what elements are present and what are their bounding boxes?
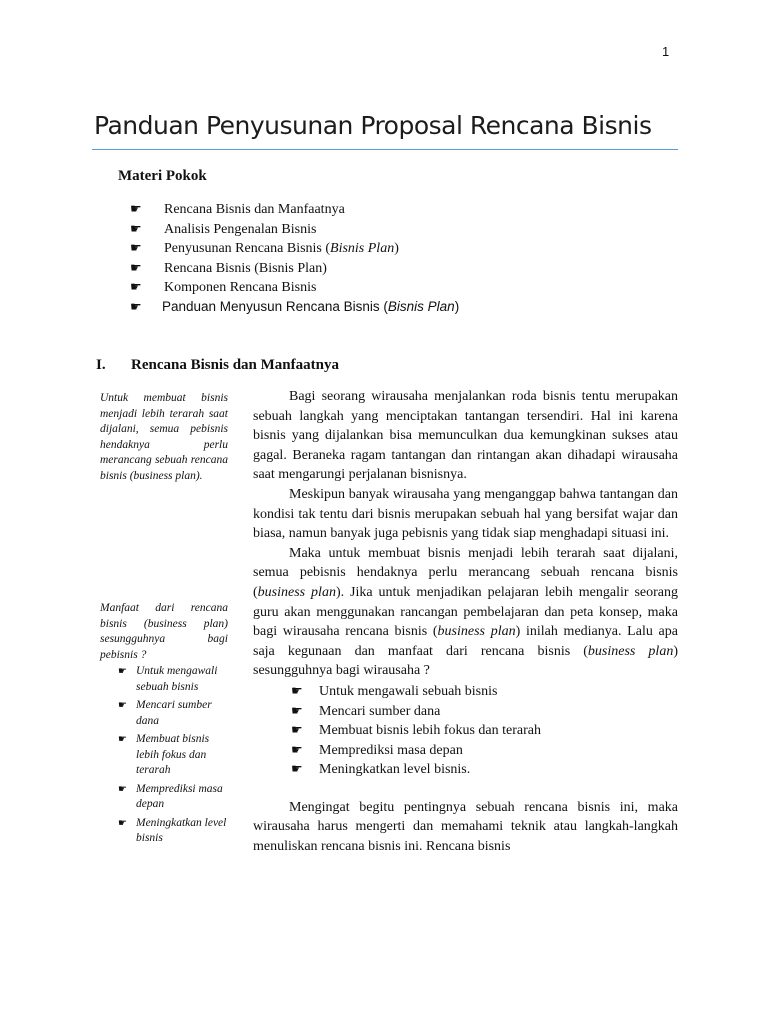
hand-pointing-right-icon: ☛: [118, 700, 127, 711]
topic-item: ☛ Rencana Bisnis (Bisnis Plan): [130, 259, 327, 276]
topic-item: ☛ Analisis Pengenalan Bisnis: [130, 220, 317, 237]
hand-pointing-right-icon: ☛: [118, 666, 127, 677]
hand-pointing-right-icon: ☛: [291, 682, 303, 698]
benefit-item: ☛ Membuat bisnis lebih fokus dan terarah: [291, 722, 542, 739]
sidenote-item: ☛ Mencari sumber dana: [118, 699, 212, 727]
hand-pointing-right-icon: ☛: [130, 220, 142, 236]
sidenote-item: ☛ Meningkatkan level bisnis: [118, 816, 227, 844]
topic-list: [130, 199, 459, 317]
materi-pokok-heading: Materi Pokok: [118, 168, 207, 184]
hand-pointing-right-icon: ☛: [130, 279, 142, 295]
paragraph: Meskipun banyak wirausaha yang menganggap bahwa tantangan dan kondisi tak tentu dari bisnis merupakan sebuah hal yang bersifat wajar dan biasa, namun banyak juga pebisnis yang tidak siap menghadapi situasi ini.: [253, 486, 678, 542]
topic-item: ☛ Rencana Bisnis dan Manfaatnya: [130, 201, 345, 217]
title-underline: [92, 149, 678, 150]
hand-pointing-right-icon: ☛: [118, 783, 127, 795]
benefits-list: [253, 681, 678, 779]
hand-pointing-right-icon: ☛: [118, 734, 127, 745]
section-title: Rencana Bisnis dan Manfaatnya: [131, 357, 339, 373]
sidenote-item: ☛ Untuk mengawali sebuah bisnis: [118, 665, 218, 693]
sidenote-question: Manfaat dari rencana bisnis (business plan) sesungguhnya bagi pebisnis ?: [100, 602, 228, 661]
hand-pointing-right-icon: ☛: [130, 259, 142, 275]
hand-pointing-right-icon: ☛: [130, 298, 142, 314]
sidenote-benefits: [100, 601, 228, 850]
paragraph: Bagi seorang wirausaha menjalankan roda bisnis tentu merupakan sebuah langkah yang menciptakan tantangan tersendiri. Hal ini karena bisnis yang dijalankan bisa memunculkan dua kemungkinan sukses atau gagal. Beraneka ragam tantangan dan rintangan akan dihadapi wirausaha saat mengarungi perjalanan bisnisnya.: [253, 389, 678, 483]
section-heading: [96, 357, 339, 374]
body-text: [253, 387, 678, 857]
page-title: Panduan Penyusunan Proposal Rencana Bisnis: [94, 111, 652, 140]
hand-pointing-right-icon: ☛: [118, 817, 127, 829]
sidenote-item: ☛ Memprediksi masa depan: [118, 782, 223, 810]
hand-pointing-right-icon: ☛: [130, 201, 142, 216]
page-number: 1: [662, 44, 670, 59]
benefit-item: ☛ Mencari sumber dana: [291, 702, 441, 719]
hand-pointing-right-icon: ☛: [291, 702, 303, 718]
hand-pointing-right-icon: ☛: [291, 722, 303, 738]
topic-item: ☛ Penyusunan Rencana Bisnis (Bisnis Plan): [130, 240, 399, 257]
sidenote-item: ☛ Membuat bisnis lebih fokus dan terarah: [118, 733, 210, 776]
section-number: I.: [96, 357, 106, 373]
benefit-item: ☛ Memprediksi masa depan: [291, 741, 463, 758]
paragraph: Mengingat begitu pentingnya sebuah rencana bisnis ini, maka wirausaha harus mengerti dan memahami teknik atau langkah-langkah menuliskan rencana bisnis ini. Rencana bisnis: [253, 799, 678, 855]
sidenote-intro: Untuk membuat bisnis menjadi lebih terarah saat dijalani, semua pebisnis hendaknya perlu merancang sebuah rencana bisnis (business plan).: [100, 392, 228, 482]
hand-pointing-right-icon: ☛: [291, 761, 303, 777]
benefit-item: ☛ Untuk mengawali sebuah bisnis: [291, 682, 498, 699]
benefit-item: ☛ Meningkatkan level bisnis.: [291, 761, 471, 778]
paragraph: Maka untuk membuat bisnis menjadi lebih terarah saat dijalani, semua pebisnis hendaknya perlu merancang sebuah rencana bisnis (business plan). Jika untuk menjadikan pelajaran lebih mengalir seorang guru akan menggunakan rancangan pembelajaran dan peta konsep, maka bagi wirausaha rencana bisnis (business plan) inilah medianya. Lalu apa saja kegunaan dan manfaat dari rencana bisnis (business plan) sesungguhnya bagi wirausaha ?: [253, 545, 678, 679]
topic-item: ☛ Panduan Menyusun Rencana Bisnis (Bisnis Plan): [130, 297, 459, 317]
hand-pointing-right-icon: ☛: [130, 240, 142, 256]
hand-pointing-right-icon: ☛: [291, 741, 303, 757]
topic-item: ☛ Komponen Rencana Bisnis: [130, 279, 317, 296]
sidenote-list: [118, 664, 228, 847]
